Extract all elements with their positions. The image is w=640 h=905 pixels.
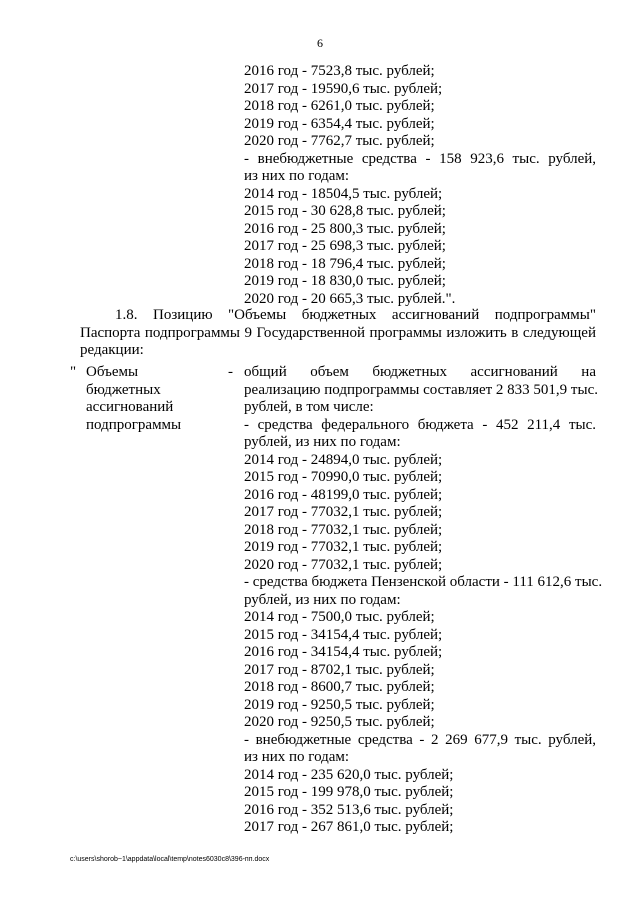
row-title-line: подпрограммы [86, 416, 182, 433]
paragraph-line: Паспорта подпрограммы 9 Государственной программы изложить в следующей [80, 324, 596, 341]
text-line: 2018 год - 77032,1 тыс. рублей; [244, 521, 443, 538]
text-line: 2016 год - 352 513,6 тыс. рублей; [244, 801, 454, 818]
opening-quote: " [70, 364, 77, 380]
text-line: 2017 год - 25 698,3 тыс. рублей; [244, 238, 446, 254]
text-line: 2018 год - 18 796,4 тыс. рублей; [244, 255, 446, 272]
text-line: 2019 год - 77032,1 тыс. рублей; [244, 539, 443, 555]
text-line: 2019 год - 18 830,0 тыс. рублей; [244, 273, 446, 289]
text-line: 2020 год - 77032,1 тыс. рублей; [244, 556, 443, 573]
text-line: рублей, из них по годам: [244, 591, 401, 608]
text-line: 2020 год - 9250,5 тыс. рублей; [244, 714, 435, 730]
text-line: - внебюджетные средства - 158 923,6 тыс. рублей, [244, 150, 596, 167]
text-line: 2014 год - 24894,0 тыс. рублей; [244, 451, 443, 468]
top-text-block [244, 63, 596, 308]
paragraph-line: редакции: [80, 342, 144, 358]
text-line: 2016 год - 7523,8 тыс. рублей; [244, 63, 435, 79]
text-line: 2015 год - 34154,4 тыс. рублей; [244, 626, 443, 643]
text-line: 2017 год - 267 861,0 тыс. рублей; [244, 819, 454, 835]
text-line: рублей, из них по годам: [244, 434, 401, 450]
text-line: - средства бюджета Пензенской области - 111 612,6 тыс. [244, 574, 603, 590]
text-line: 2016 год - 48199,0 тыс. рублей; [244, 486, 443, 503]
text-line: 2017 год - 77032,1 тыс. рублей; [244, 504, 443, 520]
text-line: 2020 год - 7762,7 тыс. рублей; [244, 133, 435, 149]
text-line: 2014 год - 18504,5 тыс. рублей; [244, 185, 443, 202]
text-line: 2017 год - 19590,6 тыс. рублей; [244, 80, 443, 97]
text-line: 2014 год - 7500,0 тыс. рублей; [244, 609, 435, 625]
page-number: 6 [317, 36, 323, 50]
column-dash: - [228, 364, 233, 380]
text-line: 2017 год - 8702,1 тыс. рублей; [244, 661, 435, 678]
footer-file-path: c:\users\shorob~1\appdata\local\temp\notes6030c8\396-пп.docx [70, 856, 270, 863]
text-line: 2019 год - 6354,4 тыс. рублей; [244, 115, 435, 132]
text-line: 2016 год - 34154,4 тыс. рублей; [244, 644, 443, 660]
text-line: 2019 год - 9250,5 тыс. рублей; [244, 696, 435, 713]
text-line: из них по годам: [244, 168, 350, 184]
row-title-line: бюджетных [86, 381, 161, 398]
table-right-column [244, 364, 603, 837]
text-line: 2018 год - 8600,7 тыс. рублей; [244, 679, 435, 695]
text-line: 2015 год - 70990,0 тыс. рублей; [244, 469, 443, 485]
row-title-line: ассигнований [86, 399, 174, 415]
text-line: 2015 год - 30 628,8 тыс. рублей; [244, 203, 446, 219]
text-line: - средства федерального бюджета - 452 211,4 тыс. [244, 416, 596, 433]
row-title [86, 364, 206, 434]
text-line: из них по годам: [244, 749, 350, 765]
text-line: рублей, в том числе: [244, 399, 374, 415]
text-line: общий объем бюджетных ассигнований на [244, 364, 596, 380]
text-line: 2018 год - 6261,0 тыс. рублей; [244, 98, 435, 114]
text-line: 2015 год - 199 978,0 тыс. рублей; [244, 784, 454, 800]
text-line: 2014 год - 235 620,0 тыс. рублей; [244, 766, 454, 783]
amendment-paragraph [80, 307, 596, 360]
text-line: 2020 год - 20 665,3 тыс. рублей.". [244, 290, 456, 307]
text-line: реализацию подпрограммы составляет 2 833 501,9 тыс. [244, 381, 598, 398]
text-line: 2016 год - 25 800,3 тыс. рублей; [244, 220, 446, 237]
text-line: - внебюджетные средства - 2 269 677,9 тыс. рублей, [244, 731, 596, 748]
paragraph-line: 1.8. Позицию "Объемы бюджетных ассигнований подпрограммы" [115, 307, 596, 323]
row-title-line: Объемы [86, 364, 139, 380]
